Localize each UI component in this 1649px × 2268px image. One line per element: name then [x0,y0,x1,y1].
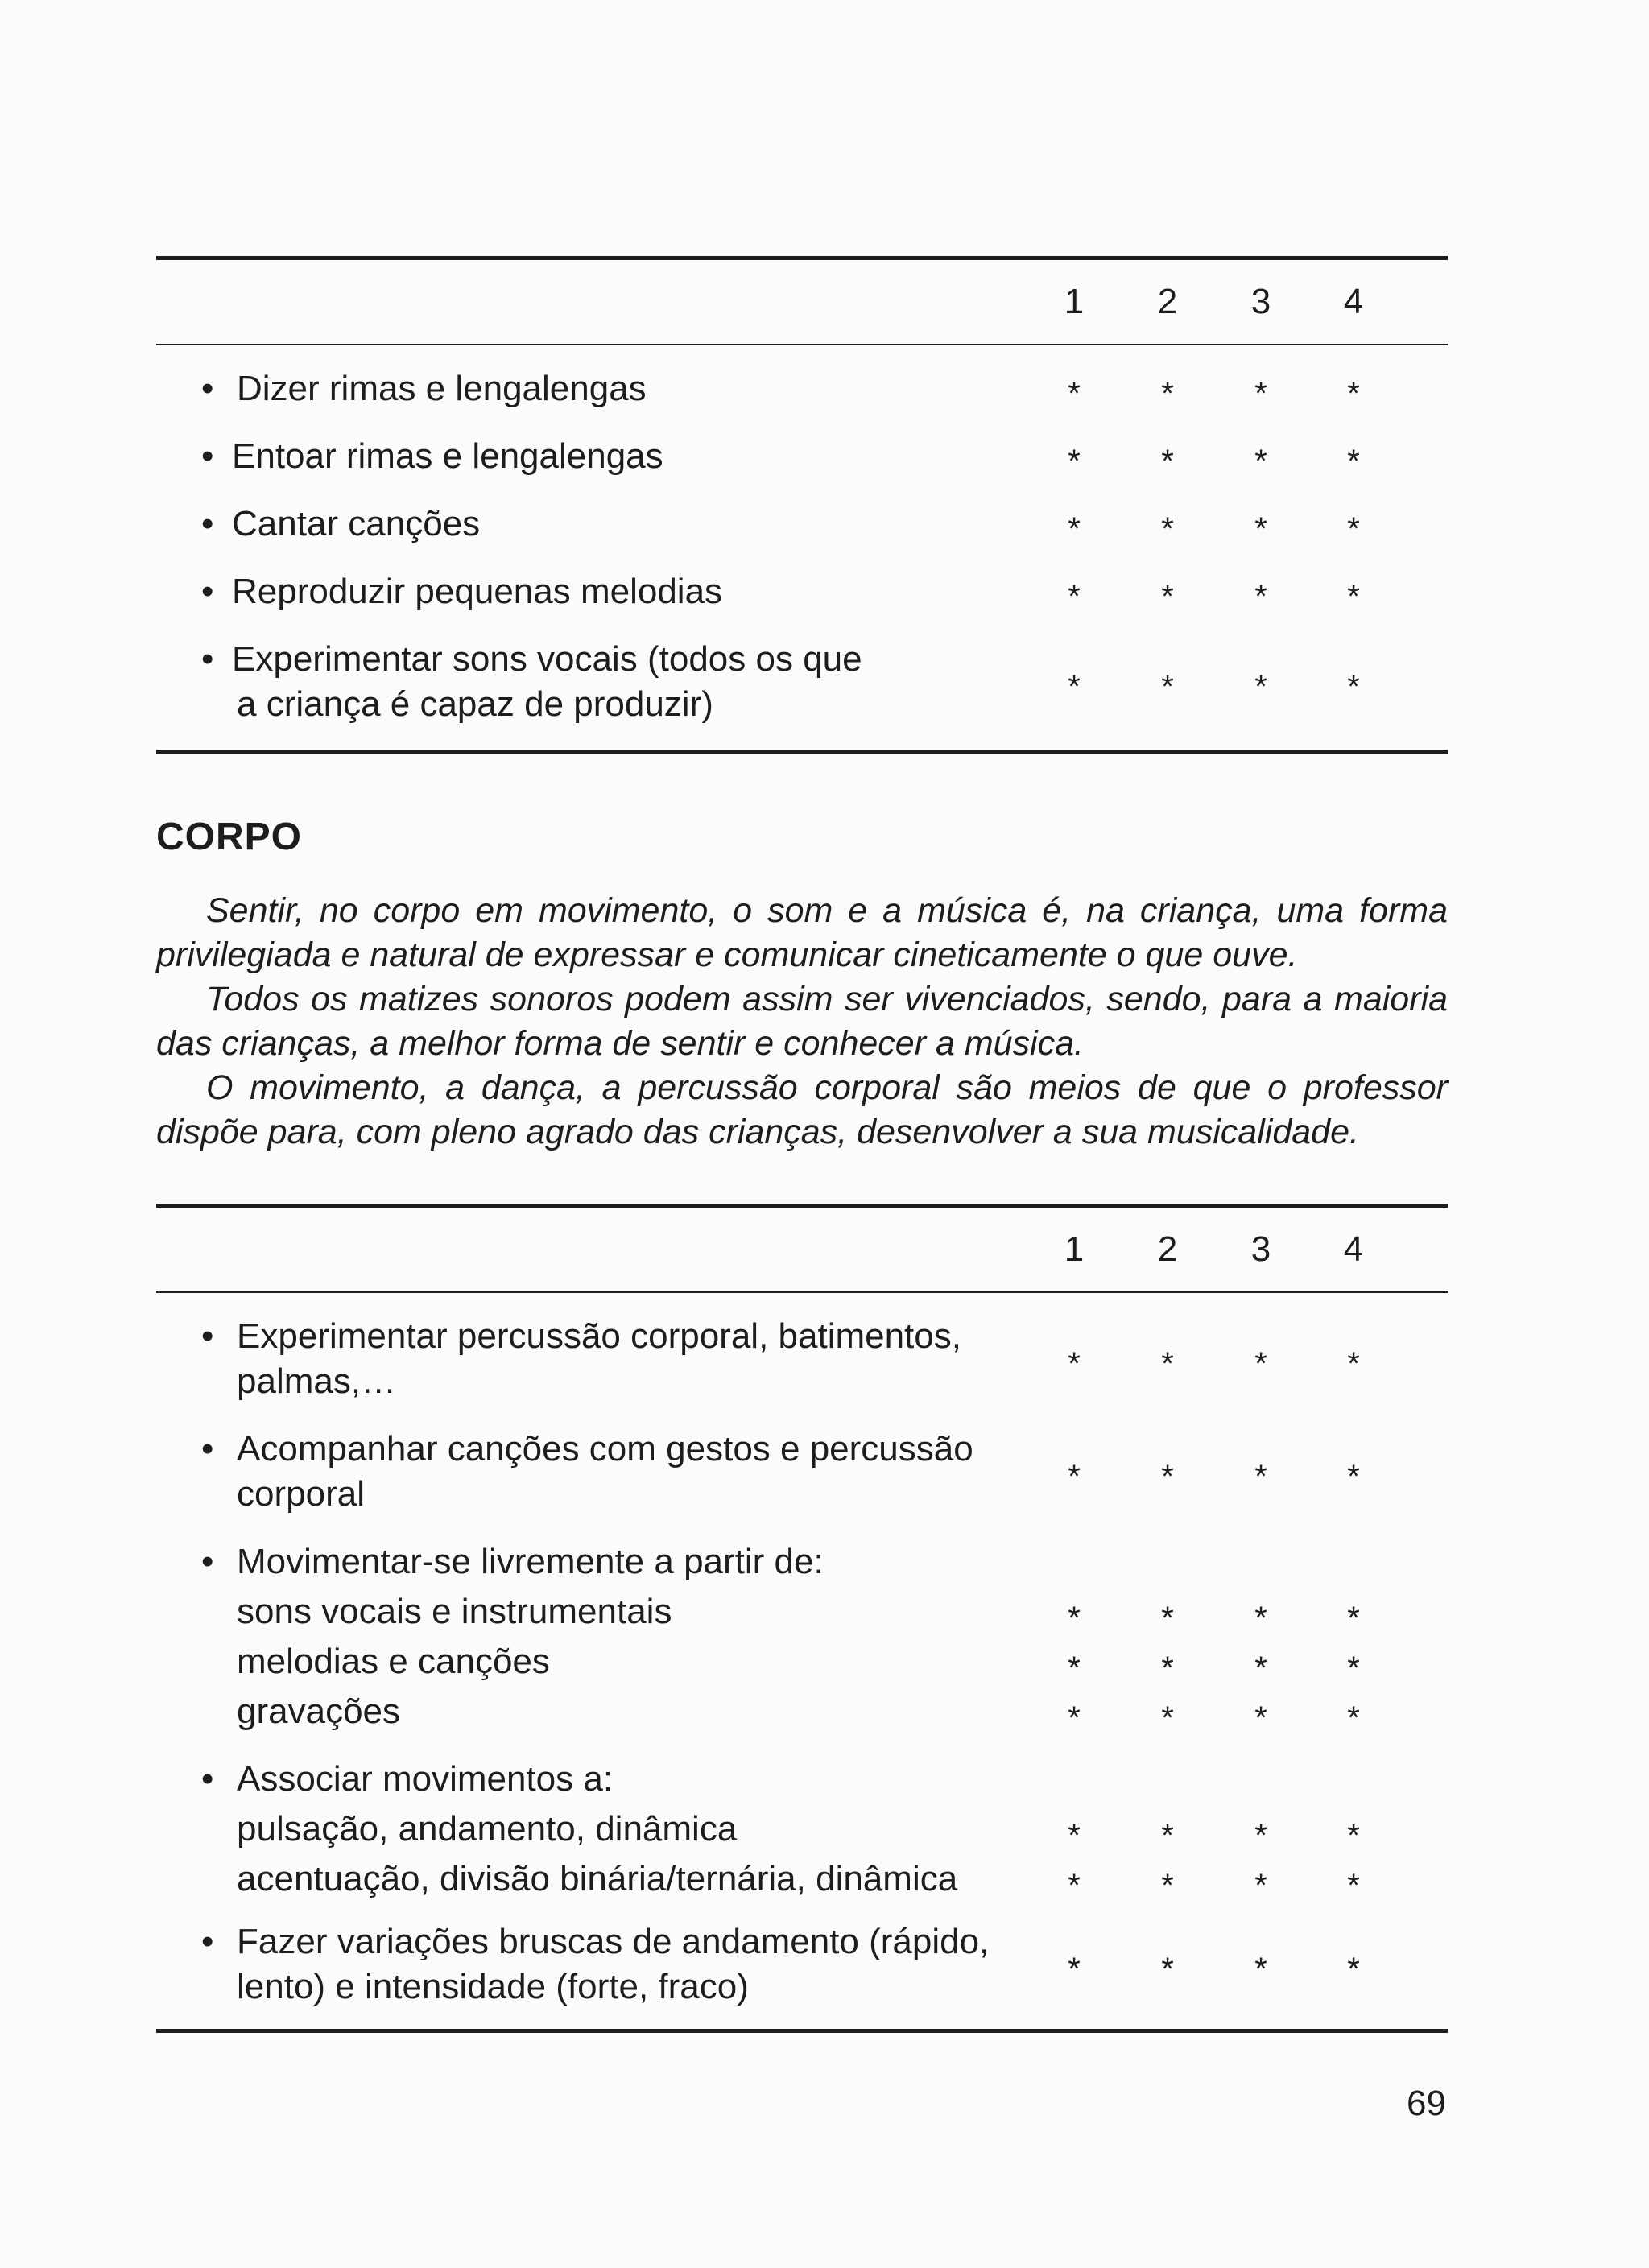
mark-col-2: * [1161,444,1174,479]
mark-col-2: * [1161,1952,1174,1987]
bullet: • [201,369,214,408]
mark-col-3: * [1254,444,1267,479]
mark-col-2: * [1161,669,1174,704]
table-2 [156,1204,1448,2033]
sub-item-label: melodias e canções [237,1642,550,1681]
mark-col-1: * [1068,1459,1081,1494]
mark-col-3: * [1254,1650,1267,1686]
mark-col-4: * [1347,1952,1360,1987]
sub-item-label: acentuação, divisão binária/ternária, dinâmica [237,1859,958,1898]
column-header-2: 2 [1157,1229,1178,1269]
mark-col-2: * [1161,579,1174,614]
mark-col-3: * [1254,1346,1267,1382]
mark-col-1: * [1068,1601,1081,1636]
mark-col-2: * [1161,1700,1174,1736]
mark-col-4: * [1347,1346,1360,1382]
mark-col-4: * [1347,1818,1360,1853]
mark-col-2: * [1161,376,1174,411]
mark-col-1: * [1068,579,1081,614]
mark-col-4: * [1347,511,1360,547]
row-label: Reproduzir pequenas melodias [232,572,723,611]
mark-col-2: * [1161,1346,1174,1382]
column-header-1: 1 [1064,282,1085,321]
bullet: • [201,639,214,679]
table-bottom-rule [156,2029,1448,2033]
mark-col-3: * [1254,1868,1267,1903]
column-header-4: 4 [1343,1229,1364,1269]
paragraph-2: Todos os matizes sonoros podem assim ser vivenciados, sendo, para a maioria das crianças, a melhor forma de sentir e conhecer a música. [156,980,1448,1063]
mark-col-4: * [1347,1700,1360,1736]
column-header-3: 3 [1250,282,1271,321]
row-label-line-2: lento) e intensidade (forte, fraco) [237,1967,749,2006]
bullet: • [201,1922,214,1961]
section-heading: CORPO [156,816,303,858]
mark-col-3: * [1254,579,1267,614]
row-label-line-2: palmas,… [237,1361,397,1401]
mark-col-2: * [1161,1818,1174,1853]
table-body [156,1293,1448,2029]
mark-col-4: * [1347,444,1360,479]
mark-col-1: * [1068,1952,1081,1987]
mark-col-4: * [1347,376,1360,411]
paragraph-3: O movimento, a dança, a percussão corporal são meios de que o professor dispõe para, com pleno agrado das crianças, desenvolver a sua musicalidade. [156,1068,1448,1151]
row-label-line-1: Acompanhar canções com gestos e percussão [237,1429,973,1469]
mark-col-2: * [1161,511,1174,547]
sub-item-label: sons vocais e instrumentais [237,1592,672,1631]
mark-col-4: * [1347,1459,1360,1494]
row-label: Entoar rimas e lengalengas [232,436,663,476]
mark-col-1: * [1068,376,1081,411]
mark-col-1: * [1068,1868,1081,1903]
mark-col-4: * [1347,1868,1360,1903]
bullet: • [201,1316,214,1356]
paragraph-1: Sentir, no corpo em movimento, o som e a música é, na criança, uma forma privilegiada e natural de expressar e comunicar cineticamente o que ouve. [156,891,1448,974]
mark-col-4: * [1347,1601,1360,1636]
table-body [156,345,1448,750]
mark-col-3: * [1254,1952,1267,1987]
mark-col-1: * [1068,444,1081,479]
column-header-2: 2 [1157,282,1178,321]
row-label-line-2: corporal [237,1474,365,1514]
row-label-line-1: Fazer variações bruscas de andamento (rápido, [237,1922,990,1961]
row-label: Associar movimentos a: [237,1759,614,1799]
mark-col-3: * [1254,669,1267,704]
mark-col-2: * [1161,1601,1174,1636]
page-number: 69 [1407,2084,1446,2123]
row-label-line-1: Experimentar percussão corporal, batimentos, [237,1316,961,1356]
bullet: • [201,1759,214,1799]
sub-item-label: pulsação, andamento, dinâmica [237,1809,738,1849]
bullet: • [201,572,214,611]
mark-col-3: * [1254,1700,1267,1736]
column-header-3: 3 [1250,1229,1271,1269]
mark-col-2: * [1161,1459,1174,1494]
mark-col-2: * [1161,1650,1174,1686]
row-label: Movimentar-se livremente a partir de: [237,1542,824,1581]
row-label: Cantar canções [232,504,481,543]
column-header-1: 1 [1064,1229,1085,1269]
mark-col-3: * [1254,1459,1267,1494]
table-1 [156,256,1448,754]
row-label-line-1: Experimentar sons vocais (todos os que [232,639,862,679]
table-header [156,260,1448,344]
mark-col-4: * [1347,579,1360,614]
table-header [156,1208,1448,1291]
bullet: • [201,1429,214,1469]
bullet: • [201,436,214,476]
row-label-line-2: a criança é capaz de produzir) [237,684,713,724]
sub-item-label: gravações [237,1692,401,1731]
mark-col-4: * [1347,669,1360,704]
mark-col-1: * [1068,1650,1081,1686]
bullet: • [201,1542,214,1581]
mark-col-3: * [1254,1601,1267,1636]
mark-col-1: * [1068,669,1081,704]
mark-col-3: * [1254,1818,1267,1853]
mark-col-3: * [1254,376,1267,411]
mark-col-1: * [1068,1818,1081,1853]
row-label: Dizer rimas e lengalengas [237,369,647,408]
mark-col-1: * [1068,1346,1081,1382]
bullet: • [201,504,214,543]
column-header-4: 4 [1343,282,1364,321]
mark-col-4: * [1347,1650,1360,1686]
mark-col-3: * [1254,511,1267,547]
mark-col-2: * [1161,1868,1174,1903]
table-bottom-rule [156,750,1448,754]
mark-col-1: * [1068,1700,1081,1736]
mark-col-1: * [1068,511,1081,547]
